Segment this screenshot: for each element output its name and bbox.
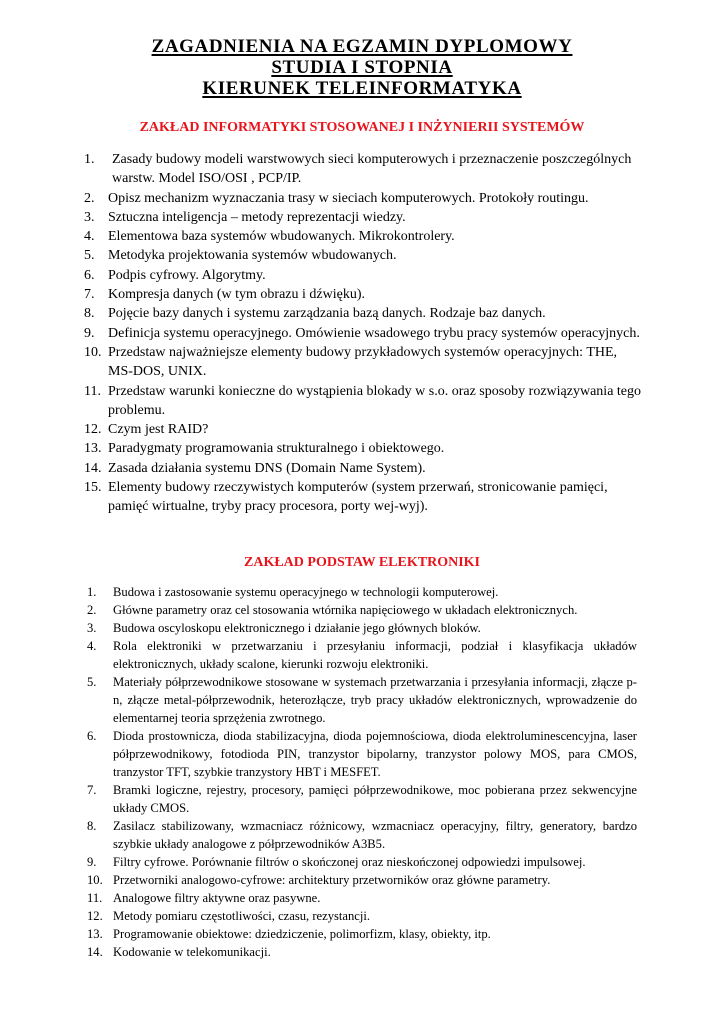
item-number: 11. <box>87 891 103 905</box>
item-text: Czym jest RAID? <box>108 422 209 438</box>
item-text: Kompresja danych (w tym obrazu i dźwięku). <box>108 287 365 303</box>
list-item <box>87 583 637 601</box>
list-item <box>84 324 644 343</box>
item-text: Paradygmaty programowania strukturalnego i obiektowego. <box>108 441 445 457</box>
list-item <box>87 673 637 727</box>
list-item <box>84 285 644 304</box>
list-item <box>84 208 644 227</box>
list-item <box>87 925 637 943</box>
list-item <box>84 478 644 517</box>
section-heading-electronics: ZAKŁAD PODSTAW ELEKTRONIKI <box>244 555 480 570</box>
list-item <box>84 382 644 421</box>
list-item <box>87 637 637 673</box>
item-number: 8. <box>84 306 95 322</box>
topic-list-electronics <box>87 583 637 961</box>
item-number: 15. <box>84 480 102 496</box>
list-item <box>87 817 637 853</box>
item-number: 4. <box>84 229 95 245</box>
item-text: Materiały półprzewodnikowe stosowane w systemach przetwarzania i przesyłania informacji, złącze p-n, złącze metal-półprzewodnik, heterozłącze, tryb pracy układów elektronicznych, wprowadzenie do elementarnej teoria sprzężenia zwrotnego. <box>113 675 637 725</box>
list-item <box>87 619 637 637</box>
item-text: Przetworniki analogowo-cyfrowe: architektury przetworników oraz główne parametry. <box>113 873 551 887</box>
list-item <box>84 343 644 382</box>
item-number: 2. <box>87 603 97 617</box>
item-text: Dioda prostownicza, dioda stabilizacyjna, dioda pojemnościowa, dioda elektroluminescencyjna, laser półprzewodnikowy, fotodioda PIN, tranzystor bipolarny, tranzystor polowy MOS, para CMOS, tranzystor TFT, szybkie tranzystory HBT i MESFET. <box>113 729 637 779</box>
item-text: Programowanie obiektowe: dziedziczenie, polimorfizm, klasy, obiekty, itp. <box>113 927 491 941</box>
title-line-2: STUDIA I STOPNIA <box>271 57 453 78</box>
item-text: Filtry cyfrowe. Porównanie filtrów o skończonej oraz nieskończonej odpowiedzi impulsowej. <box>113 855 586 869</box>
item-text: Podpis cyfrowy. Algorytmy. <box>108 267 266 283</box>
item-text: Definicja systemu operacyjnego. Omówienie wsadowego trybu pracy systemów operacyjnych. <box>108 325 640 341</box>
item-number: 9. <box>87 855 97 869</box>
item-text: Zasilacz stabilizowany, wzmacniacz różnicowy, wzmacniacz operacyjny, filtry, generatory, bardzo szybkie układy analogowe z półprzewodników A3B5. <box>113 819 637 851</box>
title-line-3: KIERUNEK TELEINFORMATYKA <box>202 78 522 99</box>
list-item <box>84 189 644 208</box>
item-number: 4. <box>87 639 97 653</box>
list-item <box>87 907 637 925</box>
item-number: 11. <box>84 383 101 399</box>
item-number: 8. <box>87 819 97 833</box>
item-number: 14. <box>84 460 102 476</box>
item-text: Pojęcie bazy danych i systemu zarządzania bazą danych. Rodzaje baz danych. <box>108 306 546 322</box>
item-number: 13. <box>87 927 103 941</box>
item-number: 1. <box>84 152 95 167</box>
item-text: Analogowe filtry aktywne oraz pasywne. <box>113 891 321 905</box>
item-text: Metodyka projektowania systemów wbudowanych. <box>108 248 397 264</box>
item-number: 3. <box>84 209 95 225</box>
item-number: 6. <box>84 267 95 283</box>
item-number: 12. <box>87 909 103 923</box>
item-number: 14. <box>87 945 103 959</box>
item-number: 12. <box>84 422 102 438</box>
item-number: 1. <box>87 585 97 599</box>
item-text: Elementy budowy rzeczywistych komputerów (system przerwań, stronicowanie pamięci, pamięć wirtualne, tryby pracy procesora, porty wej-wyj). <box>108 480 608 515</box>
list-item <box>84 459 644 478</box>
item-number: 5. <box>84 248 95 264</box>
item-number: 10. <box>84 344 102 360</box>
list-item <box>87 889 637 907</box>
list-item <box>84 266 644 285</box>
document-title <box>0 36 724 99</box>
list-item <box>87 727 637 781</box>
item-number: 6. <box>87 729 97 743</box>
list-item <box>87 781 637 817</box>
item-text: Metody pomiaru częstotliwości, czasu, rezystancji. <box>113 909 371 923</box>
item-text: Budowa i zastosowanie systemu operacyjnego w technologii komputerowej. <box>113 585 499 599</box>
list-item <box>87 871 637 889</box>
item-number: 13. <box>84 441 102 457</box>
list-item <box>87 943 637 961</box>
item-text: Kodowanie w telekomunikacji. <box>113 945 271 959</box>
topic-list-informatics <box>84 150 644 517</box>
list-item <box>84 304 644 323</box>
item-text: Budowa oscyloskopu elektronicznego i działanie jego głównych bloków. <box>113 621 481 635</box>
item-text: Elementowa baza systemów wbudowanych. Mikrokontrolery. <box>108 229 455 245</box>
item-number: 9. <box>84 325 95 341</box>
item-text: Zasady budowy modeli warstwowych sieci komputerowych i przeznaczenie poszczególnych warstw. Model ISO/OSI , PCP/IP. <box>112 152 632 187</box>
list-item <box>84 246 644 265</box>
item-number: 3. <box>87 621 97 635</box>
item-number: 7. <box>84 287 95 303</box>
list-item <box>84 227 644 246</box>
item-text: Główne parametry oraz cel stosowania wtórnika napięciowego w układach elektronicznych. <box>113 603 578 617</box>
list-item <box>84 439 644 458</box>
item-text: Przedstaw warunki konieczne do wystąpienia blokady w s.o. oraz sposoby rozwiązywania tego problemu. <box>108 383 642 418</box>
item-number: 7. <box>87 783 97 797</box>
item-text: Przedstaw najważniejsze elementy budowy przykładowych systemów operacyjnych: THE, MS-DOS, UNIX. <box>108 344 618 380</box>
list-item <box>87 853 637 871</box>
item-number: 10. <box>87 873 103 887</box>
item-text: Bramki logiczne, rejestry, procesory, pamięci półprzewodnikowe, moc pobierana przez sekwencyjne układy CMOS. <box>113 783 637 815</box>
item-text: Zasada działania systemu DNS (Domain Name System). <box>108 460 426 476</box>
item-number: 5. <box>87 675 97 689</box>
item-number: 2. <box>84 190 95 206</box>
item-text: Sztuczna inteligencja – metody reprezentacji wiedzy. <box>108 209 406 225</box>
list-item <box>84 150 644 189</box>
list-item <box>87 601 637 619</box>
section-heading-informatics: ZAKŁAD INFORMATYKI STOSOWANEJ I INŻYNIERII SYSTEMÓW <box>139 120 585 135</box>
title-line-1: ZAGADNIENIA NA EGZAMIN DYPLOMOWY <box>151 36 573 57</box>
list-item <box>84 420 644 439</box>
item-text: Rola elektroniki w przetwarzaniu i przesyłaniu informacji, podział i klasyfikacja układów elektronicznych, układy scalone, kierunki rozwoju elektroniki. <box>113 639 637 671</box>
item-text: Opisz mechanizm wyznaczania trasy w sieciach komputerowych. Protokoły routingu. <box>108 190 589 206</box>
